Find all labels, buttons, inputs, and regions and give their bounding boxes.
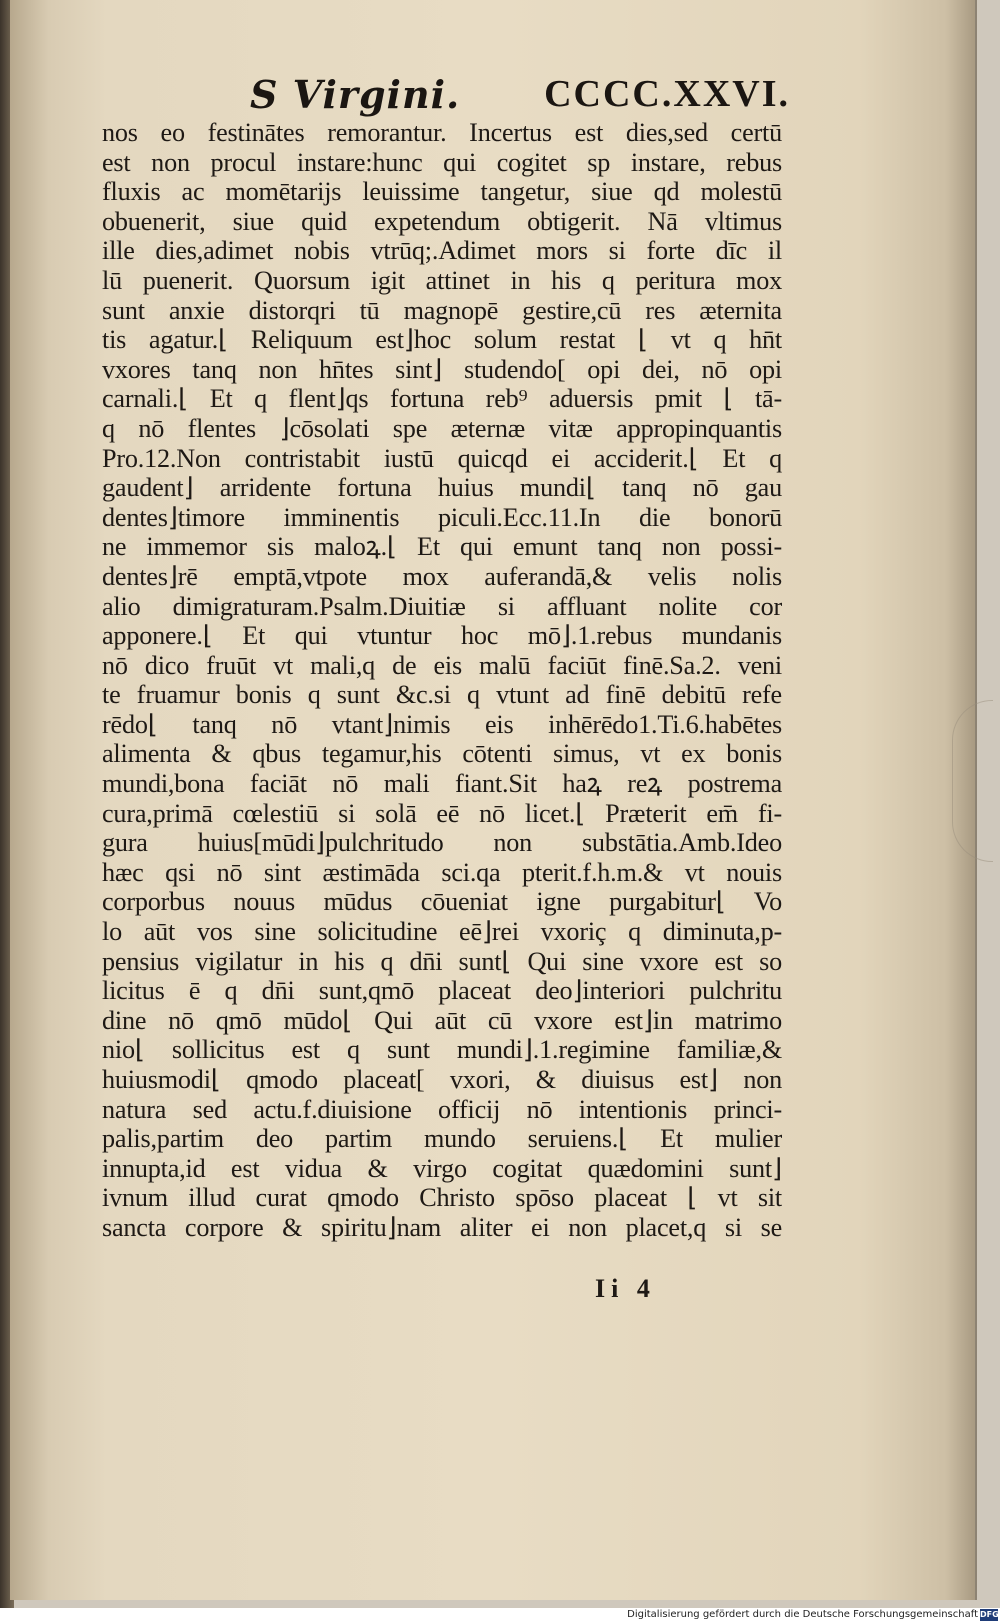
text-line: palis,partim deo partim mundo seruiens.⌊ Et mulier [102, 1124, 782, 1154]
text-line: nō dico fruūt vt mali,q de eis malū faciūt finē.Sa.2. veni [102, 650, 782, 680]
text-line: dine nō qmō mūdo⌊ Qui aūt cū vxore est⌋in matrimo [102, 1005, 782, 1035]
text-line: hæc qsi nō sint æstimāda sci.qa pterit.f.h.m.& vt nouis [102, 857, 782, 887]
text-line: dentes⌋rē emptā,vtpote mox auferandā,& velis nolis [102, 561, 782, 591]
text-line: te fruamur bonis q sunt &c.si q vtunt ad finē debitū refe [102, 680, 782, 710]
text-line: carnali.⌊ Et q flent⌋qs fortuna reb⁹ aduersis pmit ⌊ tā- [102, 384, 782, 414]
text-line: gura huius[mūdi⌋pulchritudo non substātia.Amb.Ideo [102, 828, 782, 858]
text-line: nos eo festinātes remorantur. Incertus est dies,sed certū [102, 118, 782, 147]
signature-mark: Ii 4 [595, 1274, 656, 1303]
text-line: licitus ē q dn̄i sunt,qmō placeat deo⌋interiori pulchritu [102, 976, 782, 1006]
text-line: alio dimigraturam.Psalm.Diuitiæ si affluant nolite cor [102, 591, 782, 621]
text-line: lo aūt vos sine solicitudine eē⌋rei vxoriç q diminuta,p- [102, 917, 782, 947]
text-line: dentes⌋timore imminentis piculi.Ecc.11.In die bonorū [102, 502, 782, 532]
text-line: apponere.⌊ Et qui vtuntur hoc mō⌋.1.rebus mundanis [102, 621, 782, 651]
text-line: mundi,bona faciāt nō mali fiant.Sit haꝝ reꝝ postrema [102, 769, 782, 799]
text-line: pensius vigilatur in his q dn̄i sunt⌊ Qui sine vxore est so [102, 946, 782, 976]
text-line: sunt anxie distorqri tū magnopē gestire,cū res æternita [102, 295, 782, 325]
dfg-logo: DFG [980, 1610, 999, 1619]
text-line: vxores tanq non hn̄tes sint⌋ studendo[ opi dei, nō opi [102, 354, 782, 384]
text-line: lū puenerit. Quorsum igit attinet in his q peritura mox [102, 265, 782, 295]
text-line: obuenerit, siue quid expetendum obtigerit. Nā vltimus [102, 206, 782, 236]
text-line: fluxis ac momētarijs leuissime tangetur, siue qd molestū [102, 177, 782, 207]
text-line: natura sed actu.f.diuisione officij nō intentionis princi- [102, 1094, 782, 1124]
text-line: Pro.12.Non contristabit iustū quicqd ei acciderit.⌊ Et q [102, 443, 782, 473]
running-head [220, 72, 790, 118]
text-line: ille dies,adimet nobis vtrūq;.Adimet mors si forte dīc il [102, 236, 782, 266]
text-line: est non procul instare:hunc qui cogitet sp instare, rebus [102, 147, 782, 177]
text-line: alimenta & qbus tegamur,his cōtenti simus, vt ex bonis [102, 739, 782, 769]
text-line: huiusmodi⌊ qmodo placeat[ vxori, & diuisus est⌋ non [102, 1065, 782, 1094]
page-fold-mark [952, 700, 993, 862]
text-line: q nō flentes ⌋cōsolati spe æternæ vitæ appropinquantis [102, 413, 782, 443]
text-line: nio⌊ sollicitus est q sunt mundi⌋.1.regimine familiæ,& [102, 1035, 782, 1065]
body-text [102, 118, 782, 1243]
text-line: gaudent⌋ arridente fortuna huius mundi⌊ tanq nō gau [102, 473, 782, 503]
text-line: sancta corpore & spiritu⌋nam aliter ei non placet,q si se [102, 1212, 782, 1242]
text-line: ivnum illud curat qmodo Christo spōso placeat ⌊ vt sit [102, 1183, 782, 1213]
digitization-credit: Digitalisierung gefördert durch die Deutsche Forschungsgemeinschaft [627, 1609, 978, 1620]
text-line: cura,primā cœlestiū si solā eē nō licet.⌊ Præterit em̄ fi- [102, 798, 782, 828]
text-line: corporbus nouus mūdus cōueniat igne purgabitur⌊ Vo [102, 887, 782, 917]
folio-number: CCCC.XXVI. [544, 73, 790, 115]
text-line: innupta,id est vidua & virgo cogitat quædomini sunt⌋ [102, 1153, 782, 1183]
text-line: tis agatur.⌊ Reliquum est⌋hoc solum restat ⌊ vt q hn̄t [102, 325, 782, 355]
text-line: ne immemor sis maloꝝ.⌊ Et qui emunt tanq non possi- [102, 532, 782, 562]
text-line: rēdo⌊ tanq nō vtant⌋nimis eis inhērēdo1.Ti.6.habētes [102, 709, 782, 739]
running-head-title: S Virgini. [250, 72, 461, 117]
